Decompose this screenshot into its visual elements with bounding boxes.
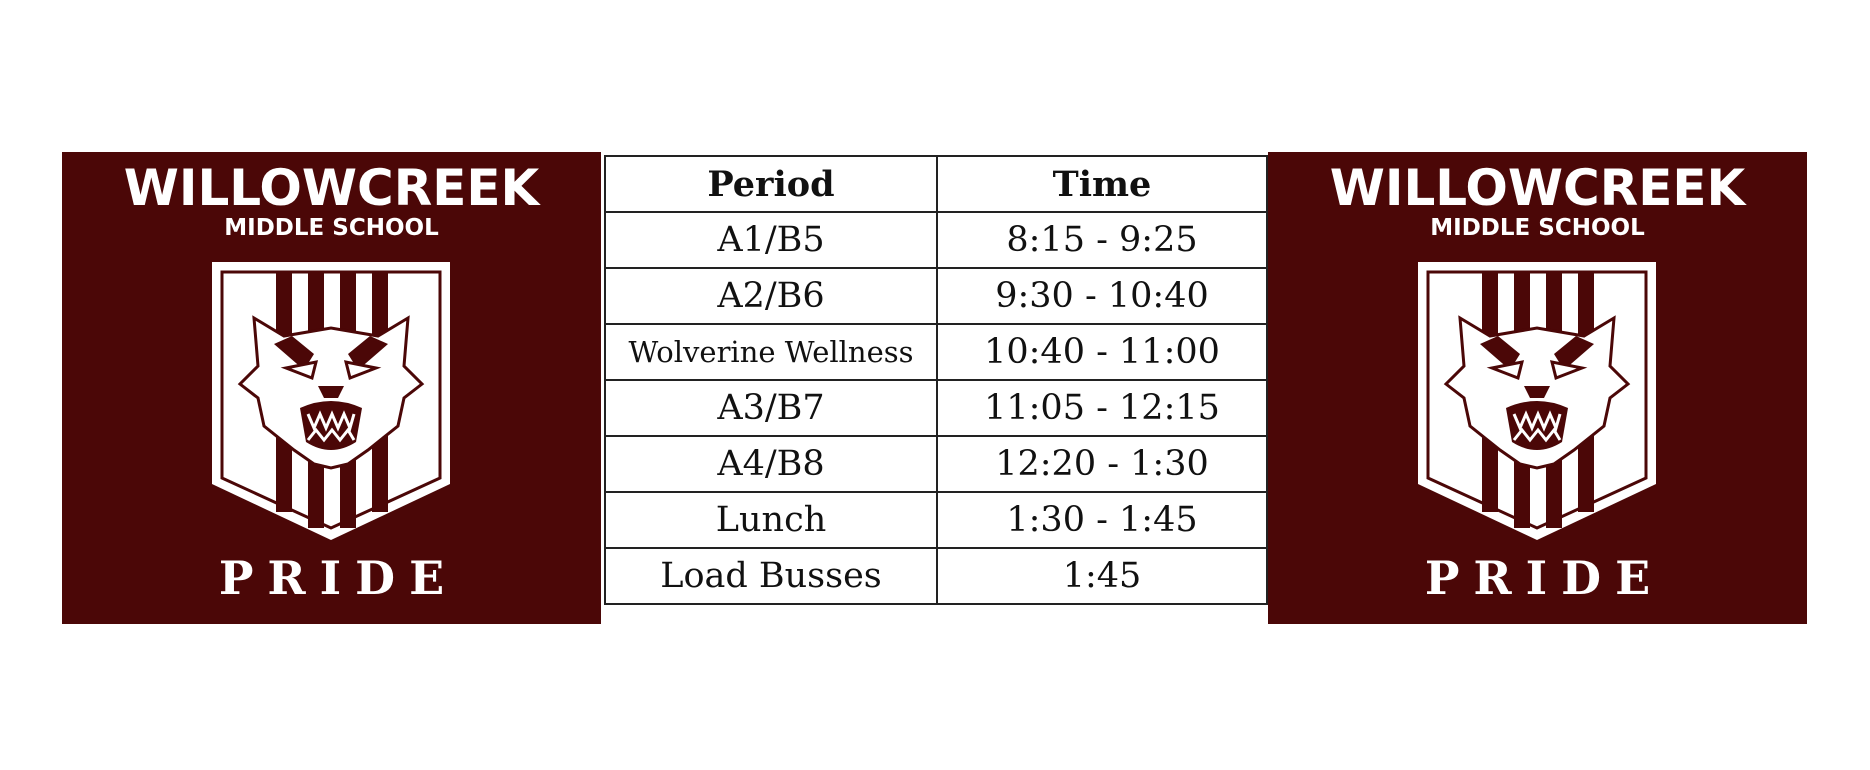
motto-text: PRIDE xyxy=(218,551,459,605)
period-cell: A4/B8 xyxy=(605,436,937,492)
school-name: WILLOWCREEK xyxy=(1329,159,1746,217)
period-cell: Lunch xyxy=(605,492,937,548)
period-cell: Wolverine Wellness xyxy=(605,324,937,380)
time-cell: 1:45 xyxy=(937,548,1267,604)
table-row xyxy=(605,268,1267,324)
time-cell: 9:30 - 10:40 xyxy=(937,268,1267,324)
period-cell: A3/B7 xyxy=(605,380,937,436)
school-subtitle: MIDDLE SCHOOL xyxy=(1430,215,1645,241)
bell-schedule-table xyxy=(604,155,1268,605)
wolverine-crest-icon xyxy=(208,258,454,544)
period-cell: A2/B6 xyxy=(605,268,937,324)
school-name: WILLOWCREEK xyxy=(123,159,540,217)
table-row xyxy=(605,436,1267,492)
school-subtitle: MIDDLE SCHOOL xyxy=(224,215,439,241)
table-row xyxy=(605,380,1267,436)
left-school-banner xyxy=(62,152,601,624)
column-header-time: Time xyxy=(937,156,1267,212)
period-cell: Load Busses xyxy=(605,548,937,604)
right-school-banner xyxy=(1268,152,1807,624)
time-cell: 8:15 - 9:25 xyxy=(937,212,1267,268)
period-cell: A1/B5 xyxy=(605,212,937,268)
time-cell: 1:30 - 1:45 xyxy=(937,492,1267,548)
table-row xyxy=(605,492,1267,548)
column-header-period: Period xyxy=(605,156,937,212)
time-cell: 10:40 - 11:00 xyxy=(937,324,1267,380)
time-cell: 12:20 - 1:30 xyxy=(937,436,1267,492)
table-row xyxy=(605,324,1267,380)
time-cell: 11:05 - 12:15 xyxy=(937,380,1267,436)
wolverine-crest-icon xyxy=(1414,258,1660,544)
table-row xyxy=(605,548,1267,604)
motto-text: PRIDE xyxy=(1424,551,1665,605)
table-header-row xyxy=(605,156,1267,212)
table-row xyxy=(605,212,1267,268)
